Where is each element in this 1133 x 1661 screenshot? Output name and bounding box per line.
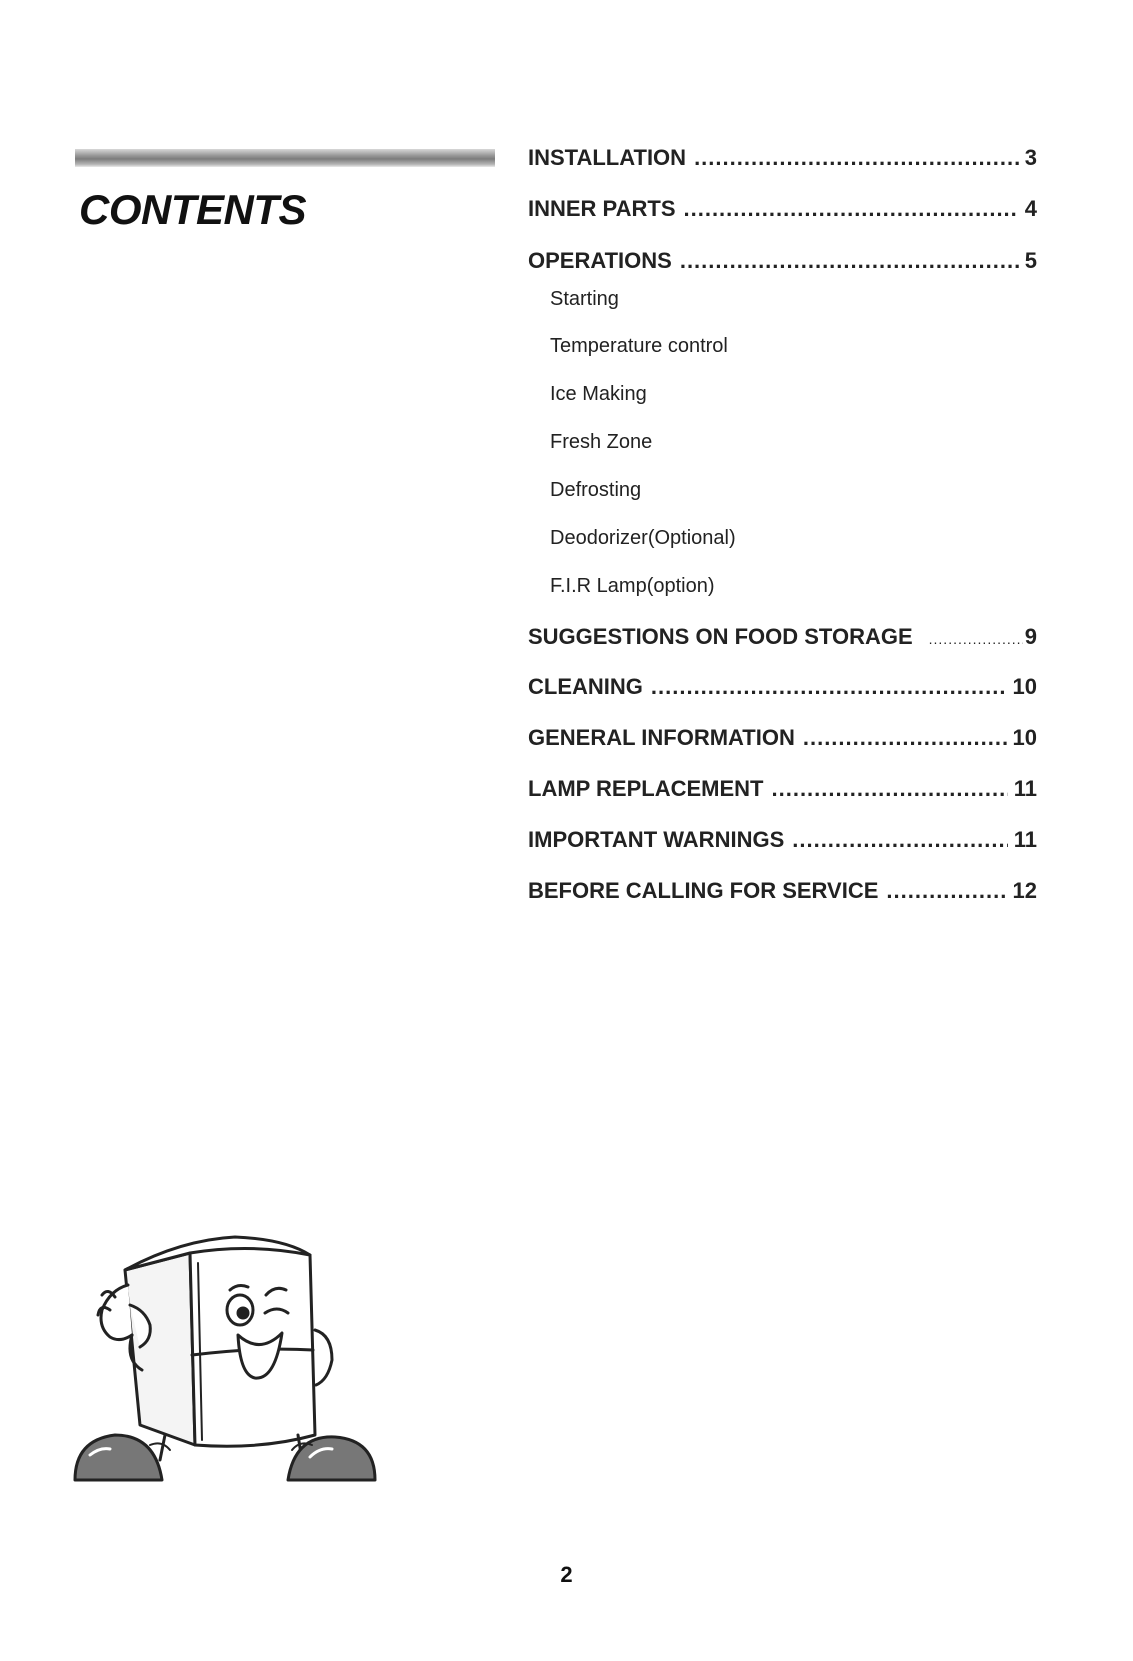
toc-label: LAMP REPLACEMENT <box>528 776 764 801</box>
toc-entry-general-information[interactable] <box>528 725 1037 751</box>
toc-page-number: 11 <box>1013 776 1037 801</box>
dot-leader <box>772 776 1008 802</box>
toc-entry-important-warnings[interactable] <box>528 827 1037 853</box>
toc-page-number: 12 <box>1012 878 1037 903</box>
dot-leader <box>651 674 1007 700</box>
toc-label: IMPORTANT WARNINGS <box>528 827 785 852</box>
toc-subitem-fresh-zone[interactable]: Fresh Zone <box>550 431 653 453</box>
toc-subitem-deodorizer[interactable]: Deodorizer(Optional) <box>550 527 736 549</box>
toc-subitem-temperature-control[interactable]: Temperature control <box>550 335 728 357</box>
toc-page-number: 3 <box>1024 145 1037 170</box>
toc-page-number: 4 <box>1024 196 1037 221</box>
refrigerator-mascot-icon <box>70 1235 400 1495</box>
toc-label: INNER PARTS <box>528 196 676 221</box>
dot-leader <box>886 878 1006 904</box>
toc-page-number: 10 <box>1012 674 1037 699</box>
toc-label: OPERATIONS <box>528 248 672 273</box>
toc-page-number: 11 <box>1013 827 1037 852</box>
toc-subitem-starting[interactable]: Starting <box>550 288 619 310</box>
page-title: CONTENTS <box>79 186 306 233</box>
toc-subitem-defrosting[interactable]: Defrosting <box>550 479 642 501</box>
toc-entry-before-calling-for-service[interactable] <box>528 878 1037 904</box>
toc-label: SUGGESTIONS ON FOOD STORAGE <box>528 624 913 649</box>
dot-leader <box>694 145 1019 171</box>
title-rule <box>75 149 495 167</box>
dot-leader <box>680 248 1019 274</box>
toc-subitem-fir-lamp[interactable]: F.I.R Lamp(option) <box>550 575 715 597</box>
toc-label: CLEANING <box>528 674 643 699</box>
toc-page-number: 9 <box>1024 624 1037 649</box>
toc-label: BEFORE CALLING FOR SERVICE <box>528 878 879 903</box>
toc-entry-inner-parts[interactable] <box>528 196 1037 222</box>
toc-subitem-ice-making[interactable]: Ice Making <box>550 383 647 405</box>
toc-label: INSTALLATION <box>528 145 687 170</box>
dot-leader <box>684 196 1019 222</box>
toc-page-number: 5 <box>1024 248 1037 273</box>
dot-leader <box>803 725 1007 751</box>
toc-entry-lamp-replacement[interactable] <box>528 776 1037 802</box>
dot-leader <box>792 827 1007 853</box>
toc-entry-operations[interactable] <box>528 248 1037 274</box>
dot-leader <box>929 631 1023 647</box>
toc-entry-food-storage[interactable] <box>528 624 1037 650</box>
toc-label: GENERAL INFORMATION <box>528 725 795 750</box>
page-number: 2 <box>560 1562 573 1587</box>
toc-entry-cleaning[interactable] <box>528 674 1037 700</box>
toc-entry-installation[interactable] <box>528 145 1037 171</box>
toc-page-number: 10 <box>1012 725 1037 750</box>
